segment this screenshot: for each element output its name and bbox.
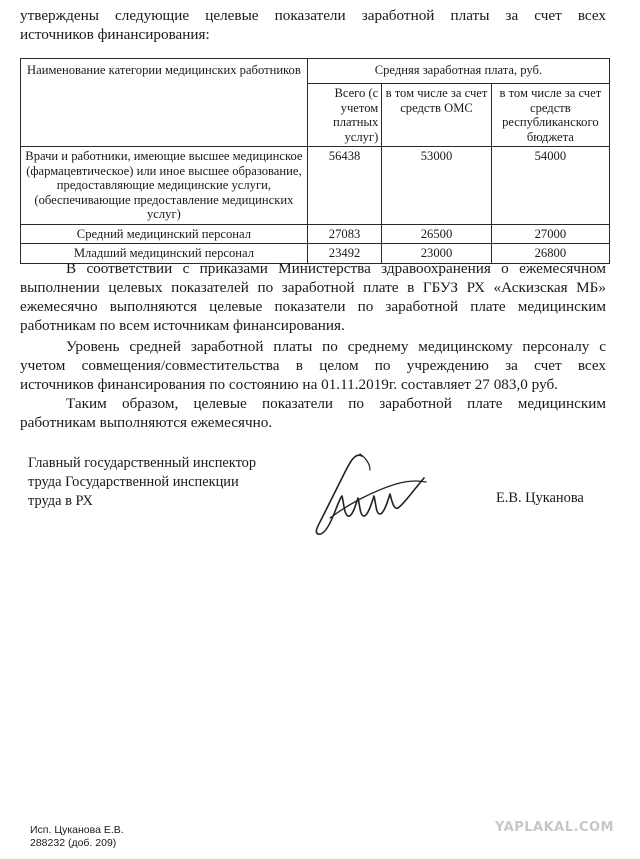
position-line-1: Главный государственный инспектор [28, 455, 257, 471]
paragraph-1-line-2: выполнении целевых показателей по заработной плате в ГБУЗ РХ «Аскизская МБ» [20, 279, 606, 296]
table-header-row [21, 59, 610, 84]
row-oms: 53000 [382, 147, 491, 225]
row-oms: 23000 [382, 244, 491, 264]
handwritten-signature [300, 448, 430, 540]
site-watermark: YAPLAKAL.COM [495, 820, 614, 835]
paragraph-1-line-4: работникам по всем источникам финансирования. [20, 317, 345, 334]
row-total: 27083 [307, 224, 381, 244]
row-budget: 26800 [491, 244, 609, 264]
position-line-2: труда Государственной инспекции [28, 474, 239, 490]
subheader-oms: в том числе за счет средств ОМС [382, 84, 491, 147]
subheader-budget: в том числе за счет средств республиканского бюджета [491, 84, 609, 147]
paragraph-1-line-3: ежемесячно выполняются целевые показатели по заработной плате медицинским [20, 298, 606, 315]
executor-footer [30, 824, 124, 850]
signatory-name: Е.В. Цуканова [496, 490, 584, 506]
position-line-3: труда в РХ [28, 493, 93, 509]
paragraph-3-line-1: Таким образом, целевые показатели по заработной плате медицинским [66, 395, 606, 412]
row-category: Врачи и работники, имеющие высшее медицинское (фармацевтическое) или иное высшее образование, предоставляющие медицинские услуги, (обеспечивающие предоставление медицинских услуг) [21, 147, 308, 225]
header-salary: Средняя заработная плата, руб. [307, 59, 609, 84]
paragraph-2-line-2: учетом совмещения/совместительства в целом по учреждению за счет всех [20, 357, 606, 374]
row-category: Младший медицинский персонал [21, 244, 308, 264]
row-category: Средний медицинский персонал [21, 224, 308, 244]
table-row [21, 147, 610, 225]
paragraph-2-line-1: Уровень средней заработной платы по среднему медицинскому персоналу с [66, 338, 606, 355]
row-budget: 27000 [491, 224, 609, 244]
executor-name: Исп. Цуканова Е.В. [30, 824, 124, 836]
row-oms: 26500 [382, 224, 491, 244]
subheader-total: Всего (с учетом платных услуг) [307, 84, 381, 147]
salary-targets-table [20, 58, 610, 264]
paragraph-3-line-2: работникам выполняются ежемесячно. [20, 414, 273, 431]
executor-phone: 288232 (доб. 209) [30, 837, 117, 849]
intro-line-1: утверждены следующие целевые показатели заработной платы за счет всех [20, 7, 606, 24]
header-category: Наименование категории медицинских работников [21, 59, 308, 147]
row-total: 23492 [307, 244, 381, 264]
signatory-position [28, 454, 256, 511]
intro-line-2: источников финансирования: [20, 26, 210, 43]
row-budget: 54000 [491, 147, 609, 225]
paragraph-1-line-1: В соответствии с приказами Министерства здравоохранения о ежемесячном [66, 260, 606, 277]
row-total: 56438 [307, 147, 381, 225]
paragraph-2-line-3: источников финансирования по состоянию на 01.11.2019г. составляет 27 083,0 руб. [20, 376, 558, 393]
table-row [21, 224, 610, 244]
